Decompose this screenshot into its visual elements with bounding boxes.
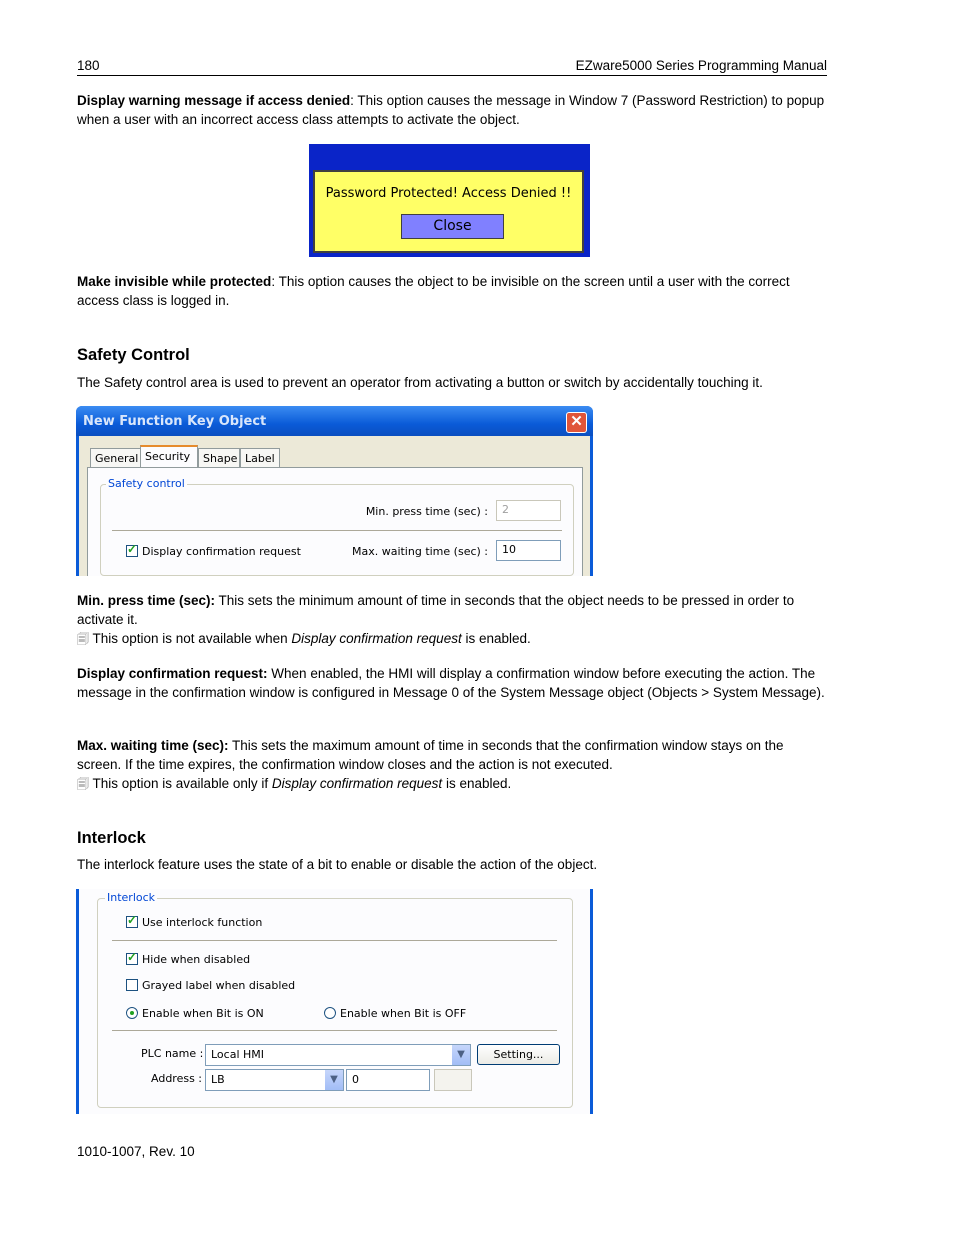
paragraph-max-wait [77, 736, 827, 794]
safety-intro: The Safety control area is used to prevent an operator from activating a button or switch by accidentally touching it. [77, 375, 763, 390]
dialog-client [79, 436, 590, 576]
note-max-wait-a: This option is available only if [89, 776, 272, 791]
setting-button[interactable]: Setting... [477, 1044, 560, 1065]
footer-doc-number: 1010-1007, Rev. 10 [77, 1144, 195, 1159]
paragraph-confirm [77, 664, 827, 702]
address-value-input[interactable]: 0 [346, 1069, 430, 1091]
grayed-label-label: Grayed label when disabled [142, 979, 296, 992]
tab-general[interactable]: General [90, 448, 142, 467]
chevron-down-icon[interactable]: ▼ [452, 1045, 470, 1065]
confirmation-label: Display confirmation request [142, 545, 301, 558]
min-press-input[interactable]: 2 [496, 500, 561, 521]
tab-strip [87, 448, 583, 468]
interlock-intro: The interlock feature uses the state of a bit to enable or disable the action of the object. [77, 857, 598, 872]
note-icon: 🗐 [77, 632, 89, 646]
chevron-down-icon[interactable]: ▼ [325, 1070, 343, 1090]
text-confirm: When enabled, the HMI will display a confirmation window before executing the action. The message in the confirmation window is configured in Message 0 of the System Message object (Objects > System Message). [77, 666, 825, 700]
enable-off-label: Enable when Bit is OFF [340, 1007, 467, 1020]
enable-on-label: Enable when Bit is ON [142, 1007, 264, 1020]
paragraph-min-press [77, 591, 827, 649]
text-warning: : This option causes the message in Window 7 (Password Restriction) to popup when a user with an incorrect access class attempts to activate the object. [77, 93, 825, 127]
note-min-press-a: This option is not available when [89, 631, 292, 646]
interlock-group-label: Interlock [107, 891, 156, 904]
dialog-title: New Function Key Object [83, 414, 267, 429]
address-label: Address : [151, 1072, 203, 1085]
paragraph-invisible [77, 272, 827, 310]
max-wait-label: Max. waiting time (sec) : [351, 545, 488, 558]
text-max-wait: This sets the maximum amount of time in seconds that the confirmation window stays on the screen. If the time expires, the confirmation window closes and the action is not executed. [77, 738, 784, 772]
text-min-press: This sets the minimum amount of time in seconds that the object needs to be pressed in order to activate it. [77, 593, 795, 627]
popup-message: Password Protected! Access Denied !! [325, 186, 572, 201]
tab-label[interactable]: Label [240, 448, 280, 467]
safety-control-group-label: Safety control [108, 477, 185, 490]
hide-disabled-checkbox[interactable] [126, 953, 138, 965]
max-wait-input[interactable]: 10 [496, 540, 561, 561]
tab-security[interactable]: Security [140, 445, 198, 468]
popup-close-button[interactable]: Close [401, 214, 504, 239]
popup-body [313, 170, 584, 253]
running-header-title: EZware5000 Series Programming Manual [575, 58, 827, 73]
term-warning: Display warning message if access denied [77, 93, 351, 108]
enable-on-radio[interactable] [126, 1007, 138, 1019]
term-min-press: Min. press time (sec): [77, 593, 216, 608]
min-press-label: Min. press time (sec) : [365, 505, 488, 518]
paragraph-warning [77, 91, 827, 129]
plc-name-label: PLC name : [141, 1047, 204, 1060]
interlock-separator-1 [112, 940, 557, 941]
use-interlock-label: Use interlock function [142, 916, 263, 929]
interlock-panel [76, 889, 593, 1114]
term-invisible: Make invisible while protected [77, 274, 272, 289]
confirmation-checkbox[interactable] [126, 545, 138, 557]
hide-disabled-label: Hide when disabled [142, 953, 251, 966]
heading-safety-control: Safety Control [77, 346, 190, 364]
interlock-separator-2 [112, 1030, 557, 1031]
text-invisible: : This option causes the object to be invisible on the screen until a user with the correct access class is logged in. [77, 274, 790, 308]
dialog-close-icon[interactable]: ✕ [566, 412, 587, 433]
note-max-wait-b: is enabled. [442, 776, 512, 791]
use-interlock-checkbox[interactable] [126, 916, 138, 928]
note-min-press-em: Display confirmation request [291, 631, 462, 646]
heading-interlock: Interlock [77, 829, 146, 847]
plc-name-value: Local HMI [211, 1048, 265, 1061]
plc-name-select[interactable] [205, 1044, 471, 1066]
address-extra-field [434, 1069, 472, 1091]
address-type-select[interactable] [205, 1069, 344, 1091]
grayed-label-checkbox[interactable] [126, 979, 138, 991]
note-max-wait-em: Display confirmation request [271, 776, 443, 791]
address-type-value: LB [211, 1073, 225, 1086]
page-number: 180 [77, 58, 100, 73]
term-max-wait: Max. waiting time (sec): [77, 738, 229, 753]
function-key-dialog [76, 406, 593, 576]
term-confirm: Display confirmation request: [77, 666, 268, 681]
tab-shape[interactable]: Shape [198, 448, 240, 467]
group-separator [112, 530, 562, 531]
password-popup [309, 144, 590, 257]
enable-off-radio[interactable] [324, 1007, 336, 1019]
note-min-press-b: is enabled. [461, 631, 531, 646]
header-rule [77, 75, 827, 76]
tab-panel [87, 467, 583, 576]
note-icon: 🗐 [77, 777, 89, 791]
